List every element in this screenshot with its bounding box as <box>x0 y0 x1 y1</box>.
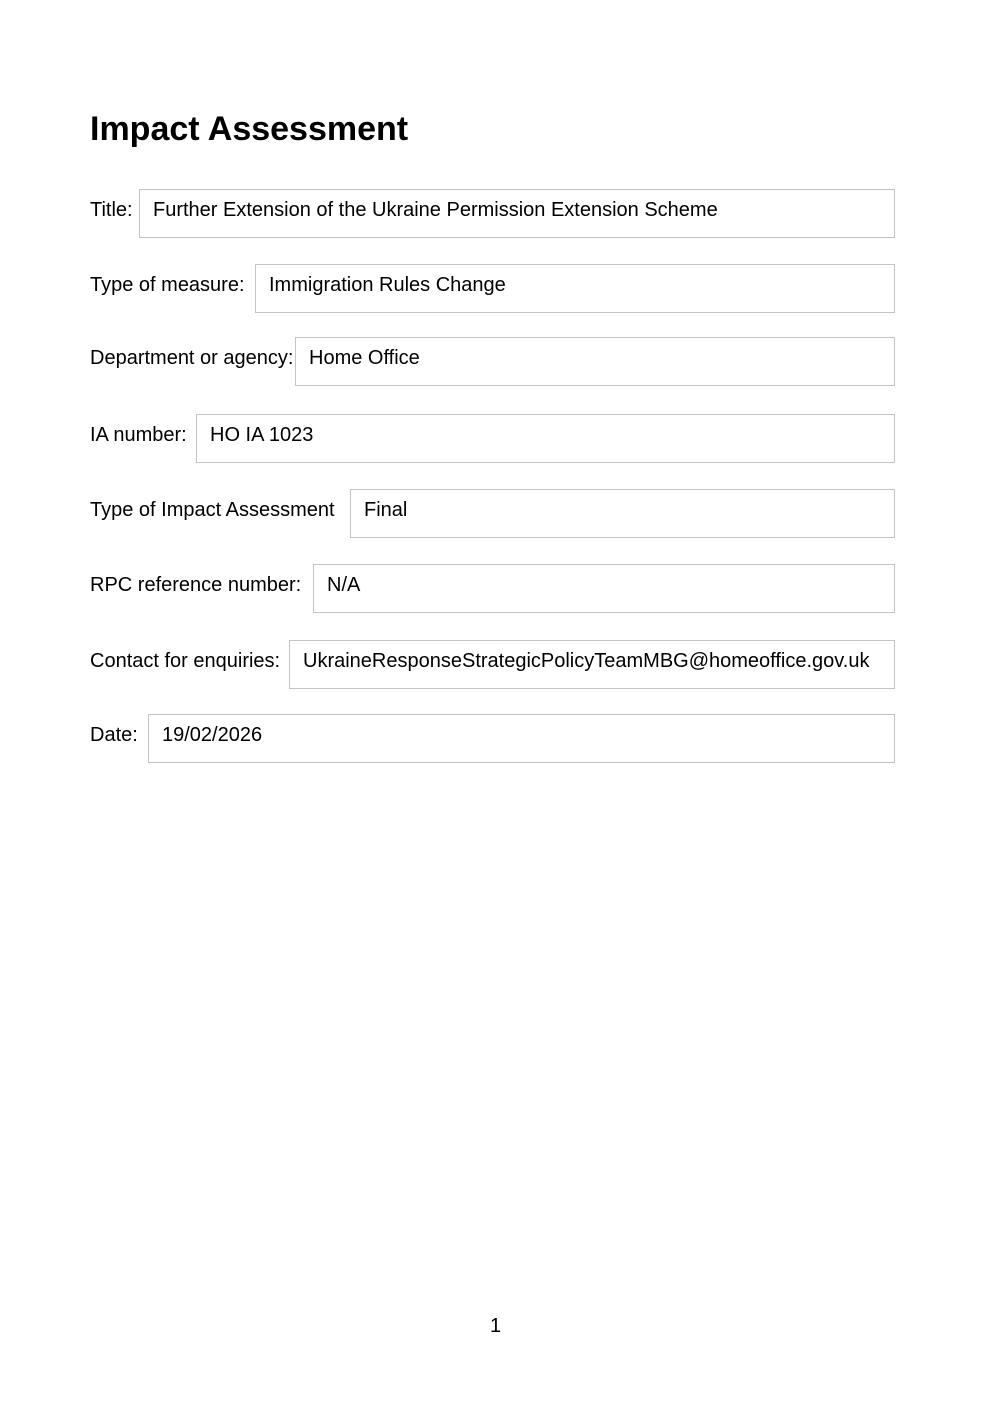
field-row-3 <box>0 337 991 386</box>
field-value-box <box>350 489 895 538</box>
field-value: N/A <box>327 574 361 596</box>
field-row-6 <box>0 564 991 613</box>
field-value: 19/02/2026 <box>162 724 263 746</box>
field-label: RPC reference number: <box>90 574 302 596</box>
field-value: Final <box>364 499 408 521</box>
field-value: HO IA 1023 <box>210 424 314 446</box>
field-label: IA number: <box>90 424 187 446</box>
field-row-5 <box>0 489 991 538</box>
field-value-box <box>313 564 895 613</box>
page-title: Impact Assessment <box>90 110 409 148</box>
field-value: Immigration Rules Change <box>269 274 506 296</box>
field-label: Contact for enquiries: <box>90 650 281 672</box>
field-value-box <box>196 414 895 463</box>
field-row-7 <box>0 640 991 689</box>
field-value-box <box>148 714 895 763</box>
field-row-8 <box>0 714 991 763</box>
field-label: Department or agency: <box>90 347 294 369</box>
field-row-1 <box>0 189 991 238</box>
field-value: Home Office <box>309 347 420 369</box>
field-value: UkraineResponseStrategicPolicyTeamMBG@homeoffice.gov.uk <box>303 650 870 672</box>
field-value-box <box>289 640 895 689</box>
field-label: Date: <box>90 724 138 746</box>
field-value-box <box>295 337 895 386</box>
field-value-box <box>139 189 895 238</box>
field-row-2 <box>0 264 991 313</box>
field-label: Type of measure: <box>90 274 245 296</box>
field-row-4 <box>0 414 991 463</box>
field-label: Title: <box>90 199 133 221</box>
page-number: 1 <box>489 1315 502 1337</box>
field-value-box <box>255 264 895 313</box>
field-label: Type of Impact Assessment <box>90 499 335 521</box>
field-value: Further Extension of the Ukraine Permission Extension Scheme <box>153 199 718 221</box>
